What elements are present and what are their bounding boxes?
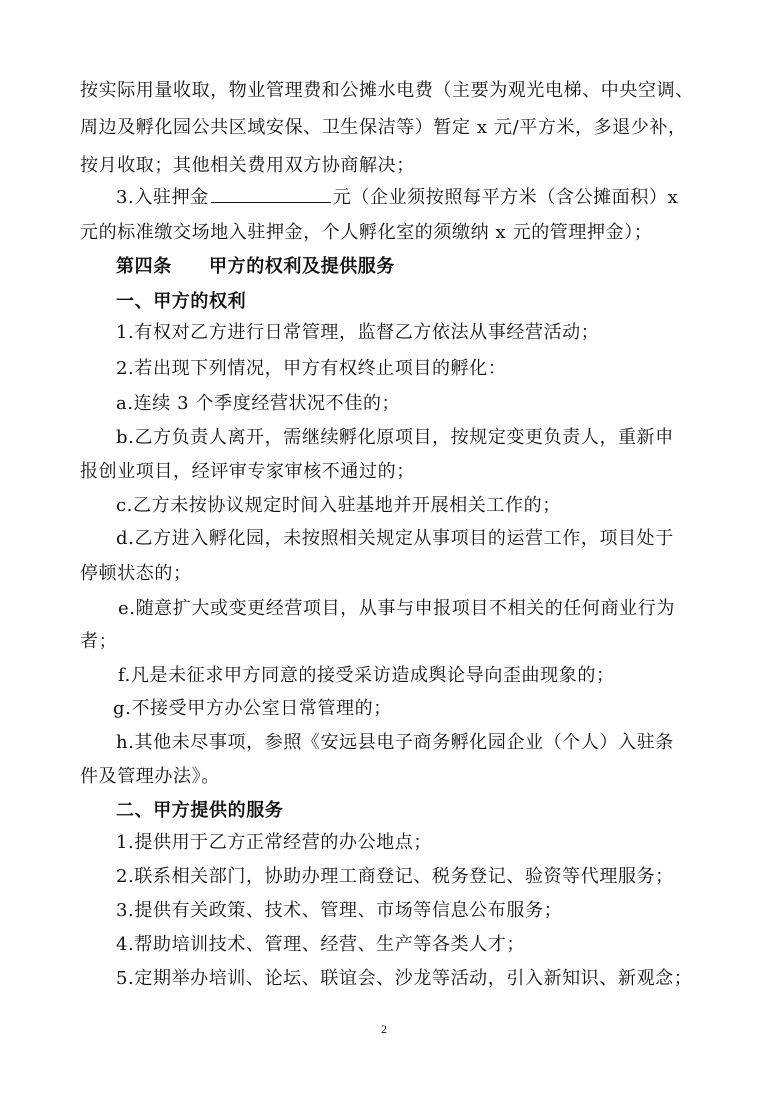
deposit-line [116, 186, 678, 209]
list-item: 1.提供用于乙方正常经营的办公地点； [116, 832, 432, 853]
paragraph-line: 按实际用量收取，物业管理费和公摊水电费（主要为观光电梯、中央空调、 [80, 80, 694, 101]
list-item: 5.定期举办培训、论坛、联谊会、沙龙等活动，引入新知识、新观念； [116, 968, 693, 989]
deposit-blank[interactable] [211, 186, 331, 203]
list-item: e.随意扩大或变更经营项目，从事与申报项目不相关的任何商业行为 [118, 598, 675, 619]
page-number: 2 [381, 1022, 387, 1036]
paragraph-line: 停顿状态的； [80, 563, 192, 584]
list-item: 3.提供有关政策、技术、管理、市场等信息公布服务； [116, 900, 563, 921]
paragraph-line: 报创业项目，经评审专家审核不通过的； [80, 461, 415, 482]
subsection-heading: 一、甲方的权利 [116, 291, 247, 312]
deposit-label: 3.入驻押金 [116, 187, 209, 208]
section-heading: 第四条 甲方的权利及提供服务 [116, 256, 395, 277]
paragraph-line: 件及管理办法》。 [80, 766, 220, 787]
list-item: f.凡是未征求甲方同意的接受采访造成舆论导向歪曲现象的； [118, 665, 615, 686]
paragraph-line: 元的标准缴交场地入驻押金，个人孵化室的须缴纳 x 元的管理押金）； [80, 222, 653, 243]
paragraph-line: 者； [80, 631, 118, 652]
list-item: 4.帮助培训技术、管理、经营、生产等各类人才； [116, 934, 525, 955]
list-item: h.其他未尽事项，参照《安远县电子商务孵化园企业（个人）入驻条 [116, 732, 674, 753]
paragraph-line: 周边及孵化园公共区域安保、卫生保洁等）暂定 x 元/平方米，多退少补， [80, 117, 687, 138]
list-item: g.不接受甲方办公室日常管理的； [113, 698, 392, 719]
list-item: b.乙方负责人离开，需继续孵化原项目，按规定变更负责人，重新申 [116, 427, 674, 448]
subsection-heading: 二、甲方提供的服务 [116, 800, 284, 821]
deposit-text: 元（企业须按照每平方米（含公摊面积）x [332, 187, 679, 208]
list-item: 2.若出现下列情况，甲方有权终止项目的孵化： [116, 358, 507, 379]
paragraph-line: 按月收取；其他相关费用双方协商解决； [80, 155, 415, 176]
list-item: d.乙方进入孵化园，未按照相关规定从事项目的运营工作，项目处于 [116, 528, 674, 549]
list-item: 1.有权对乙方进行日常管理，监督乙方依法从事经营活动； [116, 322, 600, 343]
list-item: 2.联系相关部门，协助办理工商登记、税务登记、验资等代理服务； [116, 866, 674, 887]
list-item: a.连续 3 个季度经营状况不佳的； [116, 393, 401, 414]
list-item: c.乙方未按协议规定时间入驻基地并开展相关工作的； [116, 495, 561, 516]
